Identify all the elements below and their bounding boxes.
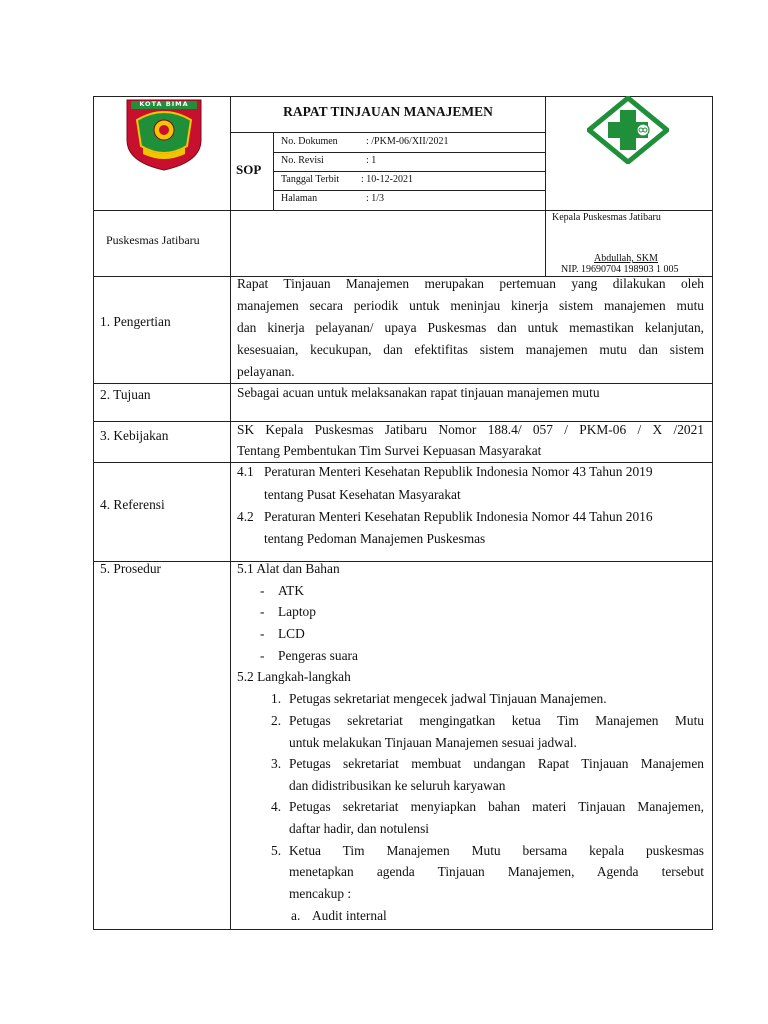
alat-dash: - (260, 648, 265, 663)
kebijakan-line: Tentang Pembentukan Tim Survei Kepuasan Masyarakat (237, 443, 542, 458)
alat-item: ATK (278, 583, 305, 598)
alat-heading: 5.1 Alat dan Bahan (237, 561, 340, 576)
step-num: 5. (271, 843, 282, 858)
langkah-heading: 5.2 Langkah-langkah (237, 669, 351, 684)
referensi-line: tentang Pusat Kesehatan Masyarakat (264, 487, 461, 502)
prosedur-label: 5. Prosedur (100, 561, 161, 576)
step-line: daftar hadir, dan notulensi (289, 821, 430, 836)
step-num: 1. (271, 691, 282, 706)
alat-item: Pengeras suara (278, 648, 358, 663)
tujuan-label: 2. Tujuan (100, 387, 151, 402)
no-dokumen-label: No. Dokumen (281, 136, 338, 147)
step-line: untuk melakukan Tinjauan Manajemen sesuai jadwal. (289, 735, 577, 750)
step-line: Petugas sekretariat mengingatkan ketua Tim Manajemen Mutu (289, 713, 704, 728)
alat-item: Laptop (278, 604, 316, 619)
puskesmas-logo (587, 96, 669, 164)
kota-bima-logo (125, 98, 203, 172)
tanggal-terbit-label: Tanggal Terbit (281, 174, 340, 185)
kebijakan-line: SK Kepala Puskesmas Jatibaru Nomor 188.4/ 057 / PKM-06 / X /2021 (237, 422, 704, 437)
kebijakan-label: 3. Kebijakan (100, 428, 169, 443)
step-line: Ketua Tim Manajemen Mutu bersama kepala puskesmas (289, 843, 704, 858)
no-dokumen-value: : /PKM-06/XII/2021 (366, 136, 449, 147)
halaman-value: : 1/3 (366, 193, 385, 204)
alat-item: LCD (278, 626, 305, 641)
referensi-line: Peraturan Menteri Kesehatan Republik Indonesia Nomor 44 Tahun 2016 (264, 509, 653, 524)
step-num: 4. (271, 799, 282, 814)
pengertian-line: dan kinerja pelayanan/ upaya Puskesmas dan untuk memastikan kelanjutan, (237, 320, 704, 335)
pengertian-line: manajemen secara periodik untuk meninjau kinerja sistem manajemen mutu (237, 298, 704, 313)
pengertian-label: 1. Pengertian (100, 314, 171, 329)
referensi-num: 4.2 (237, 509, 254, 524)
referensi-line: tentang Pedoman Manajemen Puskesmas (264, 531, 486, 546)
pengertian-line: pelayanan. (237, 364, 295, 379)
signer-nip: NIP. 19690704 198903 1 005 (561, 264, 679, 275)
logo-text: KOTA BIMA (139, 100, 189, 108)
step-line: Petugas sekretariat mengecek jadwal Tinjauan Manajemen. (289, 691, 607, 706)
signer-name: Abdullah, SKM (594, 253, 658, 264)
step-line: dan didistribusikan ke seluruh karyawan (289, 778, 506, 793)
tanggal-terbit-value: : 10-12-2021 (361, 174, 413, 185)
no-revisi-label: No. Revisi (281, 155, 324, 166)
org-name: Puskesmas Jatibaru (106, 233, 200, 247)
step-line: Petugas sekretariat membuat undangan Rapat Tinjauan Manajemen (289, 756, 704, 771)
step-line: menetapkan agenda Tinjauan Manajemen, Agenda tersebut (289, 864, 704, 879)
alat-dash: - (260, 604, 265, 619)
tujuan-text: Sebagai acuan untuk melaksanakan rapat tinjauan manajemen mutu (237, 385, 600, 400)
alat-dash: - (260, 626, 265, 641)
sop-label: SOP (236, 162, 262, 177)
sub-num: a. (291, 908, 301, 923)
referensi-label: 4. Referensi (100, 497, 165, 512)
no-revisi-value: : 1 (366, 155, 377, 166)
alat-dash: - (260, 583, 265, 598)
referensi-line: Peraturan Menteri Kesehatan Republik Indonesia Nomor 43 Tahun 2019 (264, 464, 653, 479)
referensi-num: 4.1 (237, 464, 254, 479)
step-num: 2. (271, 713, 282, 728)
step-num: 3. (271, 756, 282, 771)
signer-title: Kepala Puskesmas Jatibaru (552, 212, 661, 223)
halaman-label: Halaman (281, 193, 318, 204)
step-line: mencakup : (289, 886, 352, 901)
document-title: RAPAT TINJAUAN MANAJEMEN (283, 104, 493, 119)
sub-item: Audit internal (312, 908, 387, 923)
step-line: Petugas sekretariat menyiapkan bahan materi Tinjauan Manajemen, (289, 799, 704, 814)
pengertian-line: Rapat Tinjauan Manajemen merupakan pertemuan yang dilakukan oleh (237, 276, 704, 291)
pengertian-line: kesesuaian, kecukupan, dan efektifitas sistem manajemen mutu dan sistem (237, 342, 704, 357)
